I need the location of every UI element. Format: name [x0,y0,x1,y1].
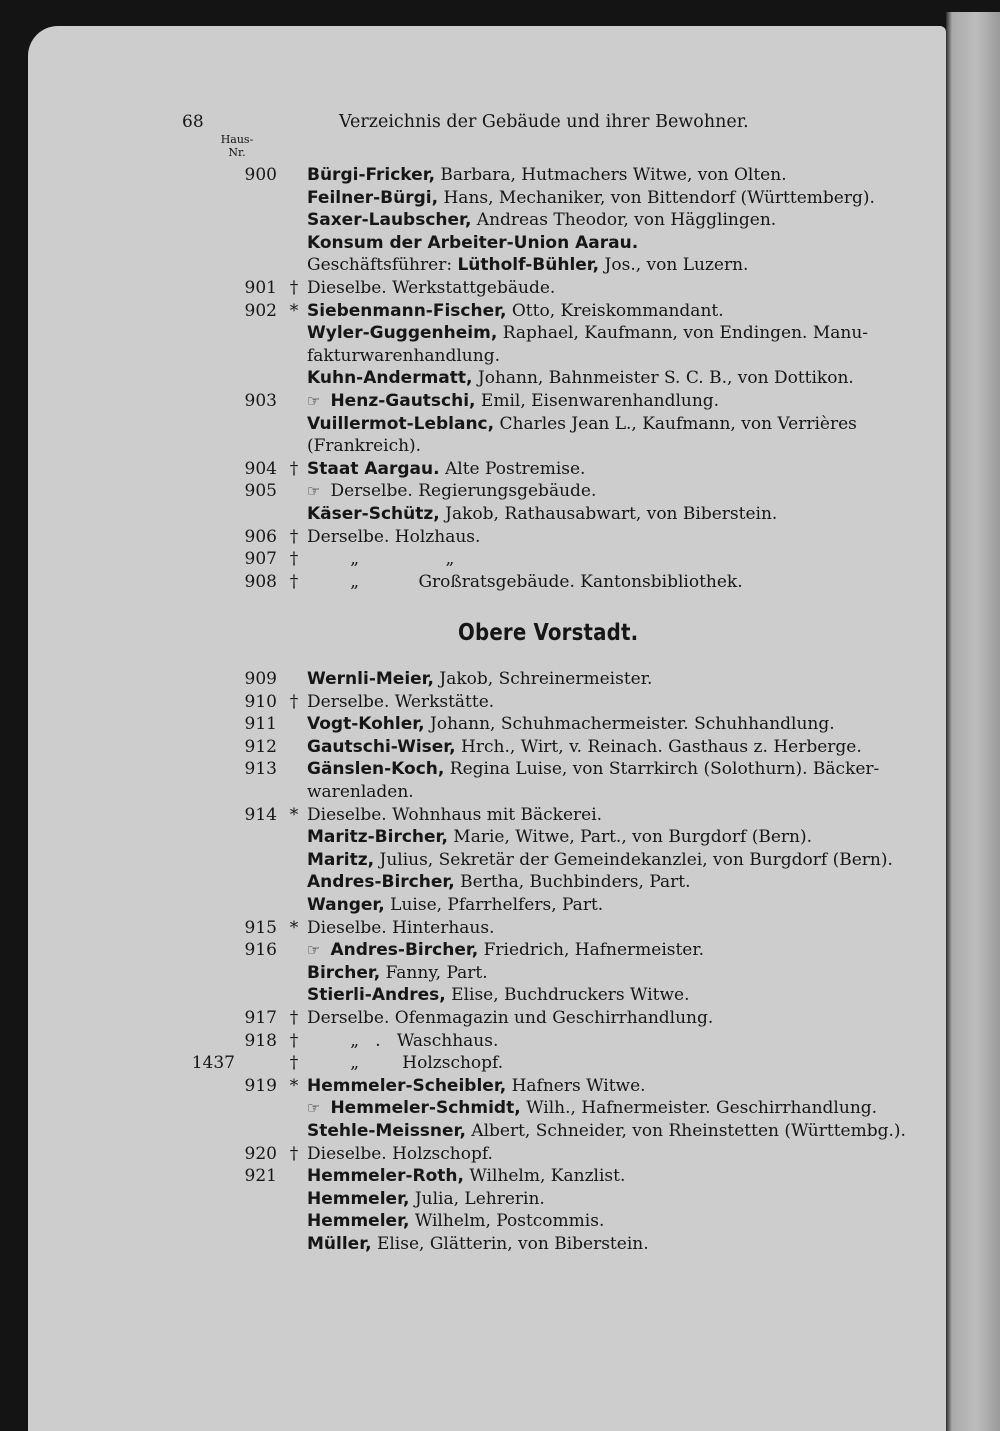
house-number: 919 [244,1075,277,1096]
entry-text [307,254,748,276]
column-label-line2: Nr. [228,146,246,159]
entry-text [307,571,743,593]
entry-row [0,322,946,345]
entry-row [0,758,946,781]
resident-name: Hemmeler, [307,1211,410,1232]
entry-text [307,939,704,961]
entry-row [0,1030,946,1053]
entry-text [307,1075,646,1097]
entry-row [0,390,946,413]
entry-details: Hans, Mechaniker, von Bittendorf (Württemberg). [438,187,875,208]
resident-name: Maritz-Bircher, [307,827,448,848]
entry-details: „ Holzschopf. [307,1053,504,1074]
entry-row [0,804,946,827]
entry-text [307,1165,625,1187]
resident-name: Saxer-Laubscher, [307,210,472,231]
house-number: 916 [244,940,277,961]
entry-details: Wilh., Hafnermeister. Geschirrhandlung. [520,1098,878,1119]
entry-row [0,232,946,255]
entry-details: „ „ [307,549,455,570]
entry-row [0,736,946,759]
house-number: 904 [244,458,277,479]
house-number: 900 [244,165,277,185]
page-edge [946,12,1000,1431]
entry-text [307,1052,503,1074]
entry-text [307,781,414,803]
entry-row [0,1052,946,1075]
resident-name: Stehle-Meissner, [307,1121,466,1141]
resident-name: Bürgi-Fricker, [307,165,436,185]
entry-row [0,503,946,526]
entry-row [0,1120,946,1143]
entry-details: (Frankreich). [307,436,422,457]
entry-row [0,345,946,368]
entry-row [0,164,946,187]
resident-name: Andres-Bircher, [307,872,455,893]
entry-text [307,1097,877,1119]
resident-name: Siebenmann-Fischer, [307,300,507,321]
house-number: 912 [244,736,277,757]
dagger-icon: † [289,1053,299,1074]
resident-name: Gautschi-Wiser, [307,736,456,757]
entry-text [307,1120,906,1142]
entry-row [0,367,946,390]
entry-prefix: Geschäftsführer: [307,255,458,276]
entry-text [307,164,787,186]
entry-text [307,984,690,1006]
entry-row [0,187,946,210]
entry-text [307,345,500,367]
entry-details: Derselbe. Ofenmagazin und Geschirrhandlung. [307,1008,714,1028]
entry-text [307,894,603,916]
entry-text [307,1233,649,1255]
entry-text [307,277,555,299]
house-number: 918 [244,1030,277,1051]
resident-name: Vogt-Kohler, [307,714,425,735]
entry-details: Luise, Pfarrhelfers, Part. [384,895,604,915]
entry-text [307,1188,545,1210]
house-number: 913 [244,759,277,780]
house-number: 902 [244,300,277,321]
entry-details: Andreas Theodor, von Hägglingen. [471,210,777,231]
entry-details: Hrch., Wirt, v. Reinach. Gasthaus z. Herberge. [455,736,862,757]
entry-row [0,1143,946,1166]
resident-name: Henz-Gautschi, [330,391,476,411]
entry-details: Johann, Schuhmachermeister. Schuhhandlung. [424,714,835,735]
entry-details: Julius, Sekretär der Gemeindekanzlei, von Burgdorf (Bern). [374,849,893,870]
pointing-hand-icon: ☞ [307,392,321,410]
house-number: 909 [244,669,277,689]
resident-name: Hemmeler-Schmidt, [330,1098,521,1119]
entry-details: Otto, Kreiskommandant. [506,300,724,321]
entry-text [307,871,691,893]
entry-row [0,1007,946,1030]
resident-name: Gänslen-Koch, [307,759,445,780]
dagger-icon: † [289,549,299,570]
house-number: 1437 [191,1053,235,1074]
entry-details: Regina Luise, von Starrkirch (Solothurn). Bäcker- [444,759,880,780]
entry-details: Jakob, Rathausabwart, von Biberstein. [439,504,778,524]
entry-text [307,413,857,435]
entry-row [0,691,946,714]
resident-name: Hemmeler, [307,1188,410,1209]
entry-text [307,758,879,780]
entry-text [307,367,854,389]
section-heading: Obere Vorstadt. [458,620,639,646]
house-number: 907 [244,549,277,570]
resident-name: Feilner-Bürgi, [307,187,439,208]
entry-text [307,1007,713,1029]
entry-details: Friedrich, Hafnermeister. [478,940,705,961]
entry-text [307,849,893,871]
resident-name: Andres-Bircher, [330,940,479,961]
resident-name: Wanger, [307,895,385,915]
entry-details: Jakob, Schreinermeister. [434,669,653,689]
entry-row [0,480,946,503]
resident-name: Wyler-Guggenheim, [307,323,498,344]
entry-text [307,435,421,457]
entry-text [307,322,868,344]
entry-details: fakturwarenhandlung. [307,345,500,366]
header-title: Verzeichnis der Gebäude und ihrer Bewohner. [339,112,749,132]
entry-details: Dieselbe. Holzschopf. [307,1143,493,1164]
entry-text [307,1143,493,1165]
entry-details: „ Großratsgebäude. Kantonsbibliothek. [307,571,743,592]
house-number: 921 [244,1166,277,1187]
entry-details: Bertha, Buchbinders, Part. [454,872,691,893]
entry-details: Raphael, Kaufmann, von Endingen. Manu- [497,323,869,344]
entry-text [307,826,812,848]
entry-text [307,668,652,690]
entry-row [0,917,946,940]
entry-details: Albert, Schneider, von Rheinstetten (Württembg.). [465,1121,906,1141]
entry-row [0,1075,946,1098]
entry-details: Johann, Bahnmeister S. C. B., von Dottikon. [472,368,854,389]
entry-row [0,668,946,691]
entry-row [0,849,946,872]
dagger-icon: † [289,278,299,298]
entry-details: Barbara, Hutmachers Witwe, von Olten. [435,165,787,185]
entry-text [307,804,602,826]
entry-row [0,984,946,1007]
entry-text [307,526,480,548]
entry-text [307,691,494,713]
asterisk-icon: * [289,804,299,825]
resident-name: Staat Aargau. [307,458,440,479]
house-number: 920 [244,1143,277,1164]
house-number: 910 [244,691,277,712]
entry-details: Elise, Buchdruckers Witwe. [445,985,690,1006]
entry-row [0,939,946,962]
dagger-icon: † [289,1008,299,1028]
entry-text [307,1210,604,1232]
entry-text [307,736,862,758]
entry-text [307,503,777,525]
entry-text [307,458,585,480]
entry-details: Derselbe. Holzhaus. [307,526,481,547]
resident-name: Konsum der Arbeiter-Union Aarau. [307,232,639,253]
column-label [219,133,255,159]
entry-text [307,232,638,254]
entry-details: „ . Waschhaus. [307,1030,499,1051]
dagger-icon: † [289,1030,299,1051]
entry-details: Derselbe. Werkstätte. [307,691,495,712]
entry-text [307,713,835,735]
house-number: 905 [244,481,277,502]
pointing-hand-icon: ☞ [307,941,321,960]
entry-row [0,277,946,300]
entry-row [0,713,946,736]
entry-details: Dieselbe. Hinterhaus. [307,917,495,938]
entry-text [307,962,488,984]
entry-text [307,300,724,322]
entry-details: Elise, Glätterin, von Biberstein. [371,1234,649,1254]
resident-name: Kuhn-Andermatt, [307,368,473,389]
entry-row [0,526,946,549]
entry-row [0,413,946,436]
house-number: 903 [244,391,277,411]
entry-details: Derselbe. Regierungsgebäude. [330,481,597,502]
dagger-icon: † [289,691,299,712]
entry-details: Jos., von Luzern. [599,255,749,276]
entry-row [0,1097,946,1120]
entry-row [0,1188,946,1211]
entry-row [0,826,946,849]
entry-details: Wilhelm, Postcommis. [409,1211,605,1232]
entry-details: Hafners Witwe. [506,1075,646,1096]
resident-name: Maritz, [307,849,375,870]
entry-row [0,300,946,323]
entry-text [307,917,495,939]
dagger-icon: † [289,526,299,547]
house-number: 917 [244,1008,277,1028]
asterisk-icon: * [289,1075,299,1096]
entry-details: warenladen. [307,782,414,802]
entry-text [307,209,776,231]
entry-row [0,871,946,894]
resident-name: Vuillermot-Leblanc, [307,413,495,434]
entry-row [0,571,946,594]
entry-row [0,781,946,804]
column-label-line1: Haus- [220,133,254,146]
entry-row [0,458,946,481]
entry-text [307,187,875,209]
entry-details: Dieselbe. Werkstattgebäude. [307,278,556,298]
resident-name: Hemmeler-Scheibler, [307,1075,507,1096]
entry-details: Dieselbe. Wohnhaus mit Bäckerei. [307,804,603,825]
resident-name: Lütholf-Bühler, [457,255,600,276]
resident-name: Käser-Schütz, [307,504,440,524]
asterisk-icon: * [289,917,299,938]
resident-name: Müller, [307,1234,372,1254]
entry-row [0,894,946,917]
entry-row [0,435,946,458]
dagger-icon: † [289,1143,299,1164]
resident-name: Bircher, [307,962,381,983]
pointing-hand-icon: ☞ [307,482,321,501]
entry-row [0,548,946,571]
entry-row [0,962,946,985]
resident-name: Hemmeler-Roth, [307,1166,464,1187]
pointing-hand-icon: ☞ [307,1099,321,1118]
asterisk-icon: * [289,300,299,321]
resident-name: Wernli-Meier, [307,669,435,689]
entry-row [0,209,946,232]
entry-details: Emil, Eisenwarenhandlung. [475,391,720,411]
entry-details: Charles Jean L., Kaufmann, von Verrières [494,413,857,434]
entry-text [307,1030,498,1052]
page-number: 68 [182,112,204,132]
house-number: 911 [244,714,277,735]
dagger-icon: † [289,458,299,479]
house-number: 908 [244,571,277,592]
entry-row [0,1165,946,1188]
house-number: 914 [244,804,277,825]
entry-row [0,1233,946,1256]
entry-details: Wilhelm, Kanzlist. [463,1166,626,1187]
entry-details: Julia, Lehrerin. [409,1188,545,1209]
entry-text [307,390,719,412]
house-number: 915 [244,917,277,938]
dagger-icon: † [289,571,299,592]
entry-text [307,548,454,570]
entry-row [0,1210,946,1233]
entry-text [307,480,596,502]
entry-row [0,254,946,277]
resident-name: Stierli-Andres, [307,985,446,1006]
house-number: 901 [244,278,277,298]
entry-details: Alte Postremise. [439,458,586,479]
house-number: 906 [244,526,277,547]
entry-details: Marie, Witwe, Part., von Burgdorf (Bern). [447,827,813,848]
entry-details: Fanny, Part. [380,962,488,983]
